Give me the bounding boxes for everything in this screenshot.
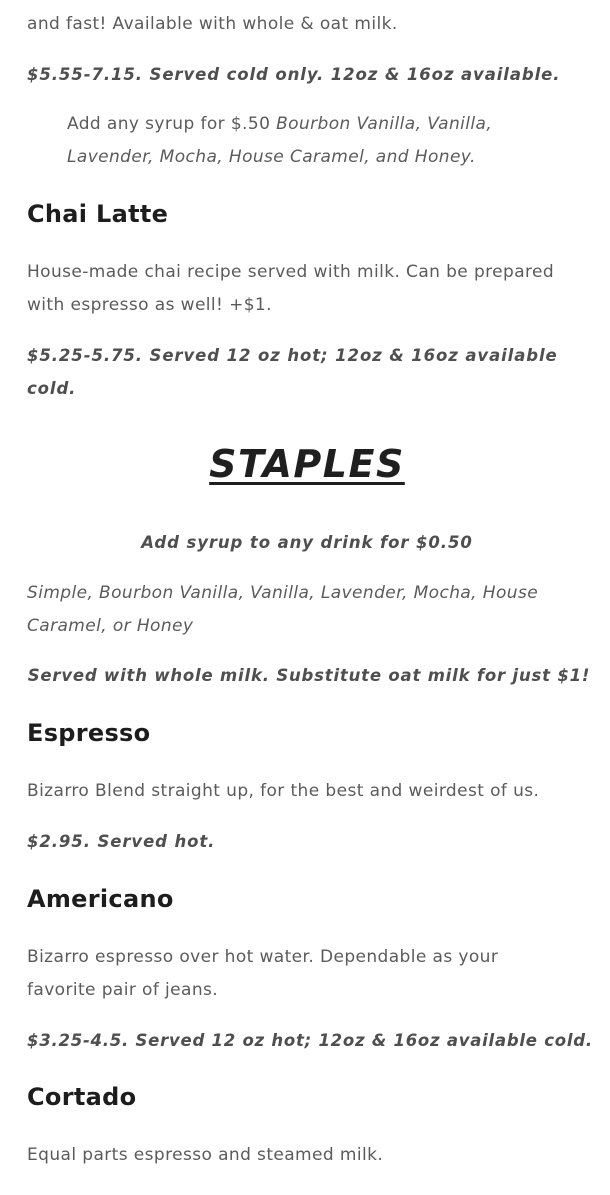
espresso-heading: Espresso (27, 719, 151, 747)
syrup-list-line1: Bourbon Vanilla, Vanilla, (276, 114, 493, 134)
staples-syrup-options: Simple, Bourbon Vanilla, Vanilla, Lavender, Mocha, House Caramel, or Honey (27, 583, 539, 636)
espresso-description: Bizarro Blend straight up, for the best and weirdest of us. (27, 781, 540, 801)
intro-description-tail: and fast! Available with whole & oat milk. (27, 14, 398, 34)
staples-section-title: STAPLES (209, 442, 405, 486)
americano-heading: Americano (27, 885, 174, 913)
chai-latte-price: $5.25-5.75. Served 12 oz hot; 12oz & 16oz available cold. (27, 346, 558, 398)
syrup-list-line2: Lavender, Mocha, House Caramel, and Honey. (67, 147, 476, 167)
cortado-heading: Cortado (27, 1083, 137, 1111)
americano-description: Bizarro espresso over hot water. Dependable as your favorite pair of jeans. (27, 947, 499, 1000)
intro-syrup-note (27, 108, 587, 174)
syrup-prefix: Add any syrup for $.50 (67, 114, 277, 134)
staples-syrup-note: Add syrup to any drink for $0.50 (141, 533, 473, 552)
americano-price: $3.25-4.5. Served 12 oz hot; 12oz & 16oz available cold. (27, 1031, 593, 1050)
espresso-price: $2.95. Served hot. (27, 832, 216, 851)
chai-latte-heading: Chai Latte (27, 200, 169, 228)
staples-milk-note: Served with whole milk. Substitute oat milk for just $1! (27, 666, 591, 685)
cortado-description: Equal parts espresso and steamed milk. (27, 1145, 384, 1165)
chai-latte-description: House-made chai recipe served with milk. Can be prepared with espresso as well! +$1. (27, 262, 555, 315)
intro-price: $5.55-7.15. Served cold only. 12oz & 16oz available. (27, 65, 561, 84)
